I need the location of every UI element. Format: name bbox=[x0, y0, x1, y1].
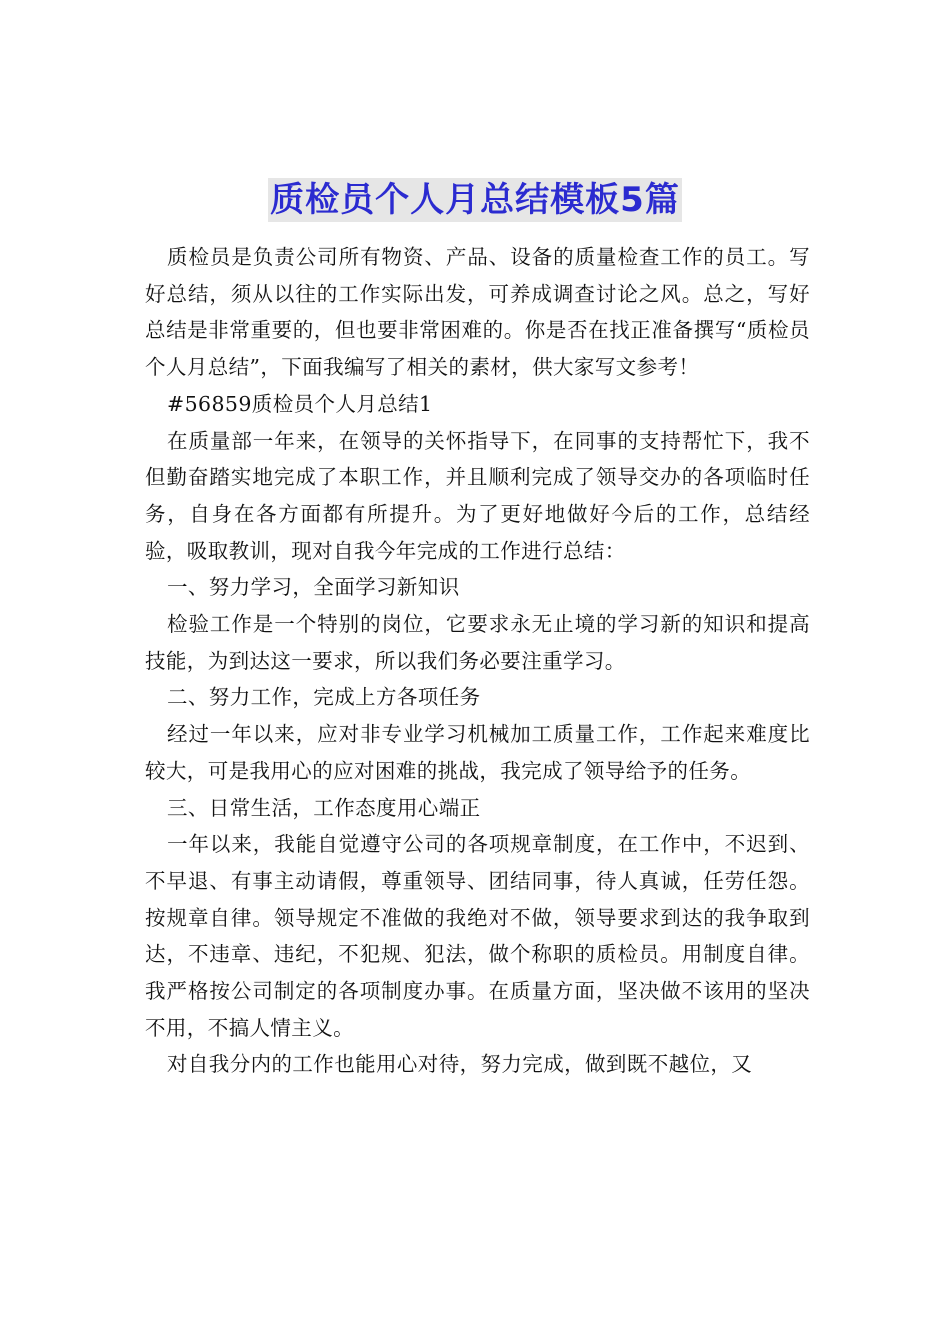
body-paragraph: 对自我分内的工作也能用心对待，努力完成，做到既不越位，又 bbox=[167, 1052, 753, 1077]
title-container bbox=[0, 178, 950, 222]
body-paragraph: 在质量部一年来，在领导的关怀指导下，在同事的支持帮忙下，我不但勤奋踏实地完成了本职工作，并且顺利完成了领导交办的各项临时任务，自身在各方面都有所提升。为了更好地做好今后的工作，总结经验，吸取教训，现对自我今年完成的工作进行总结： bbox=[145, 428, 810, 563]
document-title: 质检员个人月总结模板5篇 bbox=[270, 180, 680, 220]
body-paragraph: 经过一年以来，应对非专业学习机械加工质量工作，工作起来难度比较大，可是我用心的应对困难的挑战，我完成了领导给予的任务。 bbox=[145, 722, 810, 783]
document-body bbox=[145, 239, 810, 1083]
intro-paragraph: 质检员是负责公司所有物资、产品、设备的质量检查工作的员工。写好总结，须从以往的工作实际出发，可养成调查讨论之风。总之，写好总结是非常重要的，但也要非常困难的。你是否在找正准备撰写“质检员个人月总结”，下面我编写了相关的素材，供大家写文参考！ bbox=[145, 245, 810, 380]
section-heading: #56859质检员个人月总结1 bbox=[167, 391, 433, 416]
subheading: 三、日常生活，工作态度用心端正 bbox=[167, 795, 481, 820]
subheading: 一、努力学习，全面学习新知识 bbox=[167, 575, 460, 600]
subheading: 二、努力工作，完成上方各项任务 bbox=[167, 685, 481, 710]
body-paragraph: 检验工作是一个特别的岗位，它要求永无止境的学习新的知识和提高技能，为到达这一要求，所以我们务必要注重学习。 bbox=[145, 612, 810, 673]
body-paragraph: 一年以来，我能自觉遵守公司的各项规章制度，在工作中，不迟到、不早退、有事主动请假，尊重领导、团结同事，待人真诚，任劳任怨。按规章自律。领导规定不准做的我绝对不做，领导要求到达的我争取到达，不违章、违纪，不犯规、犯法，做个称职的质检员。用制度自律。我严格按公司制定的各项制度办事。在质量方面，坚决做不该用的坚决不用，不搞人情主义。 bbox=[145, 832, 810, 1040]
